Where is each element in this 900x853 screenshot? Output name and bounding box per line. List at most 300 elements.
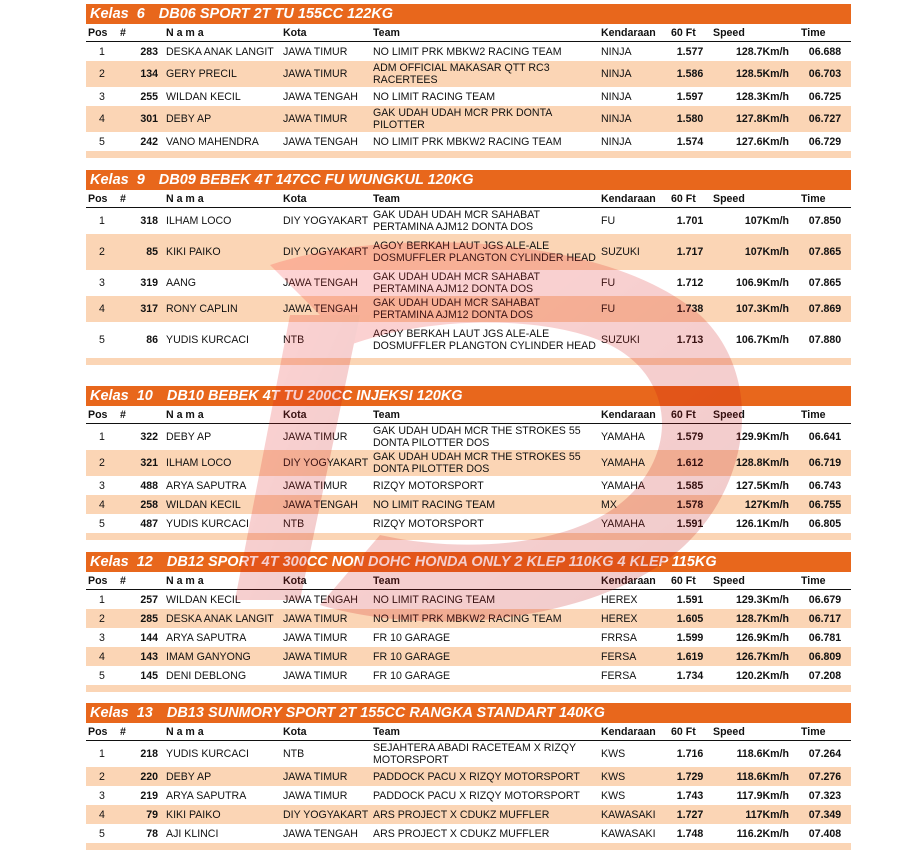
cell-number: 257 (140, 593, 158, 606)
cell-kota: JAWA TIMUR (283, 479, 348, 492)
cell-team: NO LIMIT PRK MBKW2 RACING TEAM (373, 45, 562, 58)
column-header-nama: N a m a (164, 24, 281, 42)
cell-time: 07.349 (799, 805, 851, 824)
cell-team: GAK UDAH UDAH MCR PRK DONTA PILOTTER (371, 106, 599, 132)
cell-nama: ILHAM LOCO (164, 450, 281, 476)
cell-ft60: 1.605 (669, 609, 711, 628)
cell-kendaraan: MX (599, 495, 669, 514)
cell-ft60: 1.579 (676, 431, 704, 443)
cell-pos: 1 (99, 593, 105, 606)
cell-team: GAK UDAH UDAH MCR THE STROKES 55 DONTA PILOTTER DOS (371, 450, 599, 476)
cell-time: 06.805 (808, 517, 842, 530)
cell-nama: WILDAN KECIL (164, 495, 281, 514)
cell-kota: JAWA TENGAH (281, 296, 371, 322)
kelas-title: DB12 SPORT 4T 300CC NON DOHC HONDA ONLY 2 KLEP 110KG 4 KLEP 115KG (166, 554, 717, 570)
cell-kota: JAWA TENGAH (283, 593, 358, 606)
cell-kota: JAWA TENGAH (283, 90, 358, 103)
kelas-header (86, 386, 851, 406)
cell-team: NO LIMIT RACING TEAM (371, 495, 599, 514)
cell-time: 06.729 (808, 135, 842, 148)
column-header-ft60: 60 Ft (669, 190, 711, 208)
cell-kota: JAWA TIMUR (281, 767, 371, 786)
kelas-header (86, 4, 851, 24)
table-row (86, 208, 851, 235)
cell-ft60: 1.748 (676, 827, 704, 840)
cell-time: 07.264 (808, 748, 842, 760)
table-row (86, 106, 851, 132)
cell-pos: 2 (86, 767, 118, 786)
cell-pos: 1 (99, 215, 105, 227)
cell-number: 319 (140, 277, 158, 289)
cell-pos: 3 (99, 631, 105, 644)
column-header-kendaraan: Kendaraan (599, 406, 669, 424)
cell-speed: 128.3Km/h (736, 90, 789, 103)
cell-speed: 106.7Km/h (736, 334, 789, 346)
cell-kendaraan: FU (601, 215, 616, 227)
table-row (86, 495, 851, 514)
cell-team: RIZQY MOTORSPORT (373, 479, 484, 492)
kelas-label: Kelas (90, 6, 129, 22)
cell-nama: DEBY AP (164, 106, 281, 132)
cell-kota: JAWA TIMUR (283, 669, 348, 682)
cell-ft60: 1.580 (669, 106, 711, 132)
cell-kota: JAWA TENGAH (281, 495, 371, 514)
kelas-section (86, 170, 851, 365)
cell-number: 145 (140, 669, 158, 682)
cell-kota: JAWA TIMUR (281, 61, 371, 87)
cell-kendaraan: FERSA (599, 647, 669, 666)
table-header-row (86, 572, 851, 590)
column-header-time: Time (799, 24, 851, 42)
cell-nama: ILHAM LOCO (166, 215, 232, 227)
table-row (86, 805, 851, 824)
cell-pos: 2 (86, 234, 118, 270)
cell-speed: 129.3Km/h (736, 593, 789, 606)
kelas-header (86, 170, 851, 190)
cell-team: NO LIMIT RACING TEAM (373, 90, 496, 103)
kelas-section (86, 386, 851, 540)
cell-pos: 3 (99, 90, 105, 103)
column-header-number: # (118, 723, 164, 741)
cell-kendaraan: FRRSA (601, 631, 637, 644)
cell-number: 218 (140, 748, 158, 760)
table-header-row (86, 190, 851, 208)
cell-speed: 117Km/h (711, 805, 799, 824)
cell-team: FR 10 GARAGE (373, 669, 451, 682)
cell-kendaraan: NINJA (599, 106, 669, 132)
column-header-nama: N a m a (164, 572, 281, 590)
cell-nama: DEBY AP (164, 767, 281, 786)
table-row (86, 628, 851, 647)
cell-nama: YUDIS KURCACI (166, 517, 249, 530)
column-header-team: Team (371, 723, 599, 741)
cell-number: 487 (140, 517, 158, 530)
cell-speed: 126.9Km/h (736, 631, 789, 644)
cell-ft60: 1.738 (669, 296, 711, 322)
cell-nama: KIKI PAIKO (164, 805, 281, 824)
column-header-number: # (118, 24, 164, 42)
cell-speed: 116.2Km/h (736, 827, 789, 840)
cell-ft60: 1.597 (676, 90, 704, 103)
cell-nama: RONY CAPLIN (164, 296, 281, 322)
cell-time: 06.719 (799, 450, 851, 476)
cell-number: 134 (118, 61, 164, 87)
cell-nama: VANO MAHENDRA (166, 135, 259, 148)
cell-kendaraan: NINJA (599, 61, 669, 87)
cell-speed: 107Km/h (711, 234, 799, 270)
cell-ft60: 1.712 (676, 277, 704, 289)
kelas-section (86, 703, 851, 850)
table-row (86, 61, 851, 87)
table-header-row (86, 723, 851, 741)
cell-time: 06.641 (808, 431, 842, 443)
table-row (86, 424, 851, 451)
cell-nama: WILDAN KECIL (166, 90, 241, 103)
cell-kendaraan: KWS (601, 789, 626, 802)
cell-ft60: 1.743 (676, 789, 704, 802)
cell-nama: YUDIS KURCACI (166, 334, 249, 346)
cell-ft60: 1.729 (669, 767, 711, 786)
results-table (86, 24, 851, 151)
kelas-number: 10 (136, 388, 153, 404)
column-header-kendaraan: Kendaraan (599, 24, 669, 42)
table-row (86, 270, 851, 296)
cell-speed: 127.5Km/h (736, 479, 789, 492)
cell-pos: 1 (99, 45, 105, 58)
cell-number: 488 (140, 479, 158, 492)
cell-number: 255 (140, 90, 158, 103)
cell-ft60: 1.716 (676, 748, 704, 760)
kelas-label: Kelas (90, 705, 129, 721)
cell-time: 06.703 (799, 61, 851, 87)
cell-team: GAK UDAH UDAH MCR THE STROKES 55 DONTA PILOTTER DOS (373, 425, 581, 449)
cell-kota: JAWA TIMUR (283, 45, 348, 58)
cell-ft60: 1.574 (676, 135, 704, 148)
column-header-kota: Kota (281, 24, 371, 42)
cell-pos: 5 (99, 827, 105, 840)
cell-time: 06.688 (808, 45, 842, 58)
cell-number: 85 (118, 234, 164, 270)
cell-kota: NTB (283, 334, 305, 346)
cell-kendaraan: FU (601, 277, 616, 289)
cell-pos: 4 (86, 805, 118, 824)
cell-kendaraan: YAMAHA (601, 479, 645, 492)
cell-ft60: 1.713 (676, 334, 704, 346)
cell-speed: 107Km/h (744, 215, 789, 227)
section-footer-bar (86, 685, 851, 692)
column-header-time: Time (799, 190, 851, 208)
cell-speed: 118.6Km/h (711, 767, 799, 786)
cell-pos: 5 (99, 334, 105, 346)
table-header-row (86, 406, 851, 424)
cell-nama: AJI KLINCI (166, 827, 219, 840)
cell-ft60: 1.727 (669, 805, 711, 824)
cell-time: 07.208 (808, 669, 842, 682)
column-header-ft60: 60 Ft (669, 24, 711, 42)
results-table (86, 190, 851, 358)
cell-team: GAK UDAH UDAH MCR SAHABAT PERTAMINA AJM12 DONTA DOS (373, 209, 540, 233)
column-header-kendaraan: Kendaraan (599, 572, 669, 590)
cell-speed: 128.7Km/h (711, 609, 799, 628)
cell-kota: JAWA TENGAH (283, 827, 358, 840)
section-footer-bar (86, 843, 851, 850)
cell-number: 78 (146, 827, 158, 840)
cell-team: NO LIMIT PRK MBKW2 RACING TEAM (373, 135, 562, 148)
cell-pos: 1 (99, 748, 105, 760)
column-header-speed: Speed (711, 572, 799, 590)
table-row (86, 786, 851, 805)
column-header-team: Team (371, 190, 599, 208)
cell-team: SEJAHTERA ABADI RACETEAM X RIZQY MOTORSPORT (373, 742, 576, 766)
cell-speed: 128.8Km/h (711, 450, 799, 476)
table-row (86, 87, 851, 106)
column-header-nama: N a m a (164, 406, 281, 424)
cell-speed: 117.9Km/h (736, 789, 789, 802)
cell-nama: WILDAN KECIL (166, 593, 241, 606)
cell-time: 07.865 (808, 277, 842, 289)
column-header-nama: N a m a (164, 723, 281, 741)
cell-kota: JAWA TENGAH (283, 135, 358, 148)
column-header-pos: Pos (86, 190, 118, 208)
cell-ft60: 1.585 (676, 479, 704, 492)
column-header-kota: Kota (281, 572, 371, 590)
table-row (86, 609, 851, 628)
column-header-pos: Pos (86, 723, 118, 741)
table-row (86, 450, 851, 476)
cell-time: 07.408 (808, 827, 842, 840)
cell-number: 322 (140, 431, 158, 443)
cell-speed: 127.6Km/h (736, 135, 789, 148)
cell-number: 242 (140, 135, 158, 148)
cell-number: 283 (140, 45, 158, 58)
cell-time: 07.869 (799, 296, 851, 322)
section-footer-bar (86, 151, 851, 158)
kelas-number: 9 (136, 172, 145, 188)
table-row (86, 590, 851, 610)
column-header-kota: Kota (281, 723, 371, 741)
cell-kendaraan: HEREX (601, 593, 638, 606)
column-header-team: Team (371, 572, 599, 590)
cell-kota: JAWA TIMUR (283, 631, 348, 644)
cell-pos: 4 (86, 296, 118, 322)
cell-number: 258 (118, 495, 164, 514)
cell-team: RIZQY MOTORSPORT (373, 517, 484, 530)
cell-nama: GERY PRECIL (164, 61, 281, 87)
cell-number: 321 (118, 450, 164, 476)
cell-ft60: 1.717 (669, 234, 711, 270)
cell-nama: DESKA ANAK LANGIT (166, 45, 274, 58)
cell-kendaraan: KAWASAKI (601, 827, 656, 840)
table-row (86, 296, 851, 322)
cell-kota: DIY YOGYAKART (281, 234, 371, 270)
table-row (86, 42, 851, 62)
cell-kota: NTB (283, 748, 305, 760)
cell-time: 06.781 (808, 631, 842, 644)
cell-team: ARS PROJECT X CDUKZ MUFFLER (373, 827, 550, 840)
cell-nama: DEBY AP (166, 431, 212, 443)
cell-kendaraan: FERSA (601, 669, 637, 682)
cell-pos: 2 (86, 450, 118, 476)
column-header-speed: Speed (711, 406, 799, 424)
kelas-title: DB09 BEBEK 4T 147CC FU WUNGKUL 120KG (158, 172, 474, 188)
cell-team: FR 10 GARAGE (371, 647, 599, 666)
cell-kota: DIY YOGYAKART (281, 450, 371, 476)
table-row (86, 322, 851, 358)
cell-speed: 129.9Km/h (736, 431, 789, 443)
cell-kendaraan: YAMAHA (599, 450, 669, 476)
cell-pos: 4 (86, 647, 118, 666)
cell-ft60: 1.577 (676, 45, 704, 58)
cell-number: 301 (118, 106, 164, 132)
column-header-speed: Speed (711, 190, 799, 208)
cell-nama: IMAM GANYONG (164, 647, 281, 666)
column-header-team: Team (371, 406, 599, 424)
kelas-label: Kelas (90, 554, 129, 570)
cell-number: 219 (140, 789, 158, 802)
cell-kota: JAWA TIMUR (281, 647, 371, 666)
cell-number: 143 (118, 647, 164, 666)
cell-team: AGOY BERKAH LAUT JGS ALE-ALE DOSMUFFLER PLANGTON CYLINDER HEAD (373, 328, 596, 352)
cell-time: 07.276 (799, 767, 851, 786)
cell-ft60: 1.591 (676, 593, 704, 606)
cell-nama: ARYA SAPUTRA (166, 479, 247, 492)
kelas-number: 6 (136, 6, 145, 22)
cell-number: 318 (140, 215, 158, 227)
cell-ft60: 1.619 (669, 647, 711, 666)
cell-time: 07.850 (808, 215, 842, 227)
cell-team: NO LIMIT RACING TEAM (373, 593, 496, 606)
cell-kota: JAWA TIMUR (283, 789, 348, 802)
cell-kendaraan: KAWASAKI (599, 805, 669, 824)
cell-pos: 3 (99, 479, 105, 492)
cell-ft60: 1.578 (669, 495, 711, 514)
cell-pos: 4 (86, 106, 118, 132)
table-row (86, 767, 851, 786)
results-table (86, 572, 851, 685)
results-table (86, 723, 851, 843)
cell-kendaraan: NINJA (601, 135, 632, 148)
cell-kota: DIY YOGYAKART (283, 215, 369, 227)
cell-team: PADDOCK PACU X RIZQY MOTORSPORT (373, 789, 580, 802)
cell-kota: NTB (283, 517, 305, 530)
cell-pos: 3 (99, 277, 105, 289)
cell-ft60: 1.599 (676, 631, 704, 644)
cell-time: 07.323 (808, 789, 842, 802)
cell-number: 317 (118, 296, 164, 322)
table-row (86, 741, 851, 768)
cell-speed: 106.9Km/h (736, 277, 789, 289)
column-header-ft60: 60 Ft (669, 572, 711, 590)
cell-pos: 5 (99, 517, 105, 530)
cell-team: NO LIMIT PRK MBKW2 RACING TEAM (371, 609, 599, 628)
cell-pos: 5 (99, 669, 105, 682)
kelas-header (86, 552, 851, 572)
cell-kendaraan: KWS (599, 767, 669, 786)
cell-nama: YUDIS KURCACI (166, 748, 249, 760)
cell-number: 144 (140, 631, 158, 644)
kelas-section (86, 4, 851, 158)
cell-kendaraan: YAMAHA (601, 517, 645, 530)
cell-kendaraan: SUZUKI (599, 234, 669, 270)
table-row (86, 514, 851, 533)
cell-number: 285 (118, 609, 164, 628)
cell-team: AGOY BERKAH LAUT JGS ALE-ALE DOSMUFFLER PLANGTON CYLINDER HEAD (371, 234, 599, 270)
cell-kendaraan: KWS (601, 748, 626, 760)
cell-number: 79 (118, 805, 164, 824)
cell-time: 06.727 (799, 106, 851, 132)
cell-pos: 4 (86, 495, 118, 514)
cell-kota: JAWA TIMUR (281, 609, 371, 628)
kelas-label: Kelas (90, 388, 129, 404)
cell-speed: 126.1Km/h (736, 517, 789, 530)
column-header-speed: Speed (711, 723, 799, 741)
section-footer-bar (86, 533, 851, 540)
cell-ft60: 1.591 (676, 517, 704, 530)
cell-nama: DENI DEBLONG (166, 669, 247, 682)
column-header-number: # (118, 190, 164, 208)
cell-speed: 127Km/h (711, 495, 799, 514)
column-header-time: Time (799, 723, 851, 741)
kelas-label: Kelas (90, 172, 129, 188)
cell-team: ARS PROJECT X CDUKZ MUFFLER (371, 805, 599, 824)
cell-ft60: 1.586 (669, 61, 711, 87)
cell-number: 220 (118, 767, 164, 786)
cell-kendaraan: NINJA (601, 90, 632, 103)
cell-speed: 128.7Km/h (736, 45, 789, 58)
kelas-section (86, 552, 851, 692)
cell-kendaraan: SUZUKI (601, 334, 640, 346)
cell-team: FR 10 GARAGE (373, 631, 451, 644)
cell-team: ADM OFFICIAL MAKASAR QTT RC3 RACERTEES (371, 61, 599, 87)
cell-time: 07.880 (808, 334, 842, 346)
column-header-ft60: 60 Ft (669, 723, 711, 741)
table-row (86, 476, 851, 495)
kelas-number: 12 (136, 554, 153, 570)
kelas-number: 13 (136, 705, 153, 721)
kelas-title: DB06 SPORT 2T TU 155CC 122KG (158, 6, 394, 22)
cell-speed: 107.3Km/h (711, 296, 799, 322)
cell-team: GAK UDAH UDAH MCR SAHABAT PERTAMINA AJM12 DONTA DOS (371, 296, 599, 322)
column-header-kota: Kota (281, 190, 371, 208)
cell-ft60: 1.612 (669, 450, 711, 476)
cell-kendaraan: YAMAHA (601, 431, 645, 443)
cell-pos: 3 (99, 789, 105, 802)
cell-ft60: 1.701 (676, 215, 704, 227)
column-header-ft60: 60 Ft (669, 406, 711, 424)
cell-team: GAK UDAH UDAH MCR SAHABAT PERTAMINA AJM12 DONTA DOS (373, 271, 540, 295)
cell-kota: JAWA TIMUR (283, 431, 348, 443)
cell-pos: 2 (86, 61, 118, 87)
cell-time: 06.717 (799, 609, 851, 628)
cell-speed: 128.5Km/h (711, 61, 799, 87)
kelas-title: DB10 BEBEK 4T TU 200CC INJEKSI 120KG (166, 388, 463, 404)
cell-pos: 2 (86, 609, 118, 628)
column-header-kendaraan: Kendaraan (599, 723, 669, 741)
cell-kota: JAWA TENGAH (283, 277, 358, 289)
kelas-title: DB13 SUNMORY SPORT 2T 155CC RANGKA STANDART 140KG (166, 705, 605, 721)
column-header-nama: N a m a (164, 190, 281, 208)
table-header-row (86, 24, 851, 42)
cell-nama: ARYA SAPUTRA (166, 789, 247, 802)
table-row (86, 234, 851, 270)
cell-time: 06.725 (808, 90, 842, 103)
cell-ft60: 1.734 (676, 669, 704, 682)
cell-kendaraan: FU (599, 296, 669, 322)
column-header-kota: Kota (281, 406, 371, 424)
table-row (86, 824, 851, 843)
results-table (86, 406, 851, 533)
cell-kota: DIY YOGYAKART (281, 805, 371, 824)
